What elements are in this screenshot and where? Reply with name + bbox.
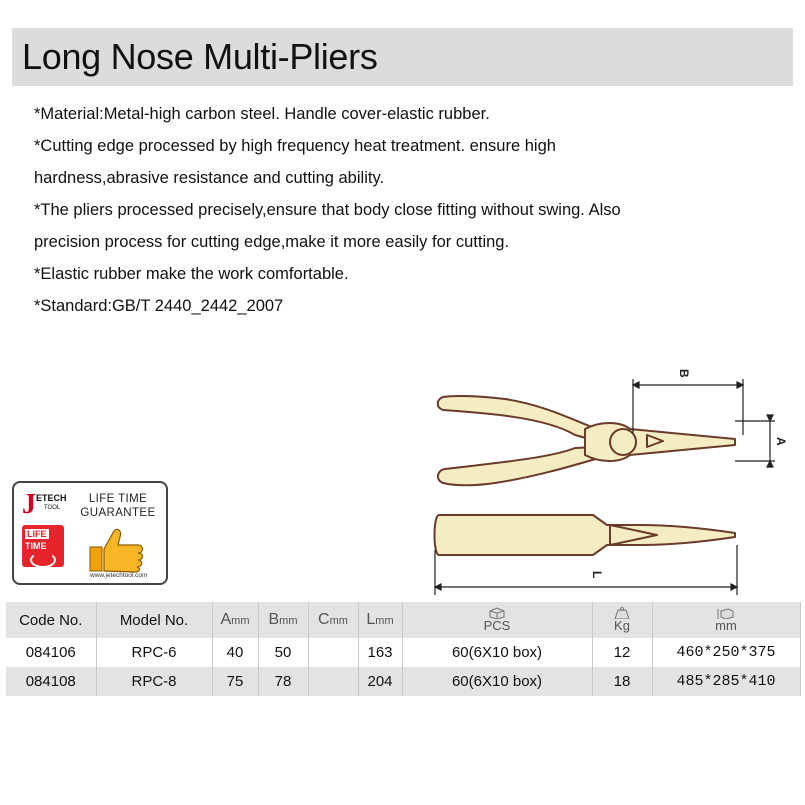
cell-code: 084106	[6, 638, 96, 667]
cell-b: 50	[258, 638, 308, 667]
brand-tool: TOOL	[44, 505, 61, 511]
cell-l: 204	[358, 667, 402, 696]
cell-kg: 18	[592, 667, 652, 696]
table-row	[6, 667, 800, 696]
title-bar	[12, 28, 793, 86]
dimension-label-a: A	[774, 437, 788, 446]
feature-list	[34, 98, 774, 322]
brand-url: www.jetechtool.com	[90, 572, 148, 579]
thumbs-up-icon	[88, 527, 148, 573]
cell-model: RPC-8	[96, 667, 212, 696]
feature-line: *Cutting edge processed by high frequency heat treatment. ensure high	[34, 137, 556, 155]
cell-pcs: 60(6X10 box)	[402, 667, 592, 696]
feature-line: *Elastic rubber make the work comfortable.	[34, 265, 349, 283]
cell-kg: 12	[592, 638, 652, 667]
table-header-row	[6, 602, 800, 638]
cell-dim: 460*250*375	[652, 638, 800, 667]
upper-handle	[438, 396, 597, 441]
header-c: Cmm	[308, 602, 358, 638]
cell-a: 75	[212, 667, 258, 696]
header-dim: mm	[652, 602, 800, 638]
header-l: Lmm	[358, 602, 402, 638]
dimension-label-l: L	[590, 571, 604, 579]
table-row	[6, 638, 800, 667]
cell-pcs: 60(6X10 box)	[402, 638, 592, 667]
cell-dim: 485*285*410	[652, 667, 800, 696]
header-a: Amm	[212, 602, 258, 638]
header-code: Code No.	[6, 602, 96, 638]
feature-line: hardness,abrasive resistance and cutting ability.	[34, 169, 385, 187]
badge-time: TIME	[25, 541, 47, 551]
guarantee-line-1: LIFE TIME	[88, 493, 148, 505]
feature-line: *The pliers processed precisely,ensure that body close fitting without swing. Also	[34, 201, 621, 219]
cell-model: RPC-6	[96, 638, 212, 667]
lifetime-guarantee-logo	[12, 481, 168, 585]
brand-j: J	[22, 489, 36, 520]
pivot-circle	[610, 429, 636, 455]
pliers-diagram	[425, 355, 795, 605]
spec-table	[6, 602, 801, 696]
cell-c	[308, 638, 358, 667]
feature-line: *Material:Metal-high carbon steel. Handle cover-elastic rubber.	[34, 105, 490, 123]
cell-b: 78	[258, 667, 308, 696]
badge-life: LIFE	[27, 529, 47, 539]
badge-ring-icon	[30, 552, 56, 568]
guarantee-line-2: GUARANTEE	[80, 507, 156, 519]
feature-line: *Standard:GB/T 2440_2442_2007	[34, 297, 284, 315]
cell-a: 40	[212, 638, 258, 667]
page-title: Long Nose Multi-Pliers	[22, 36, 378, 77]
cell-l: 163	[358, 638, 402, 667]
lower-handle	[438, 447, 599, 485]
header-pcs: PCS	[402, 602, 592, 638]
side-view	[435, 515, 736, 555]
cell-code: 084108	[6, 667, 96, 696]
lifetime-badge	[22, 525, 64, 567]
feature-line: precision process for cutting edge,make it more easily for cutting.	[34, 233, 510, 251]
brand-mark	[22, 491, 66, 519]
brand-tech: ETECH	[36, 493, 67, 503]
header-kg: Kg	[592, 602, 652, 638]
header-b: Bmm	[258, 602, 308, 638]
dimension-label-b: B	[677, 369, 691, 378]
cell-c	[308, 667, 358, 696]
header-model: Model No.	[96, 602, 212, 638]
